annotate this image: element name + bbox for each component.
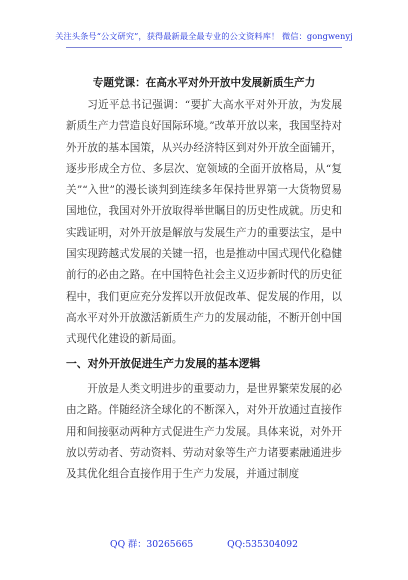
qq-text: QQ:535304092: [227, 539, 298, 550]
contact-footer: [0, 536, 408, 550]
body-paragraph-2: 开放是人类文明进步的重要动力，是世界繁荣发展的必由之路。伴随经济全球化的不断深入，对外开放通过直接作用和间接驱动两种方式促进生产力发展。具体来说，对外开放以劳动者、劳动资料、劳动对象等生产力诸要素融通进步及其优化组合直接作用于生产力发展，并通过制度: [66, 383, 342, 481]
section-heading-1: 一、对外开放促进生产力发展的基本逻辑: [66, 357, 261, 370]
qq-group-text: QQ 群：30265665: [110, 539, 194, 550]
document-title: 专题党课：在高水平对外开放中发展新质生产力: [92, 77, 316, 89]
promo-banner: 关注头条号“公文研究”，获得最新最全最专业的公文资料库！ 微信：gongwenyj: [55, 31, 353, 41]
header-divider: [66, 47, 342, 48]
body-paragraph-1: 习近平总书记强调：“要扩大高水平对外开放，为发展新质生产力营造良好国际环境。”改革开放以来，我国坚持对外开放的基本国策，从兴办经济特区到对外开放全面铺开，逐步形成全方位、多层次、宽领域的全面开放格局，从“复关”“入世”的漫长谈判到连续多年保持世界第一大货物贸易国地位，我国对外开放取得举世瞩目的历史性成就。历史和实践证明，对外开放是解放与发展生产力的重要法宝，是中国实现跨越式发展的关键一招，也是推动中国式现代化稳健前行的必由之路。在中国特色社会主义迈步新时代的历史征程中，我们更应充分发挥以开放促改革、促发展的作用，以高水平对外开放激活新质生产力的发展动能，不断开创中国式现代化建设的新局面。: [66, 99, 342, 346]
